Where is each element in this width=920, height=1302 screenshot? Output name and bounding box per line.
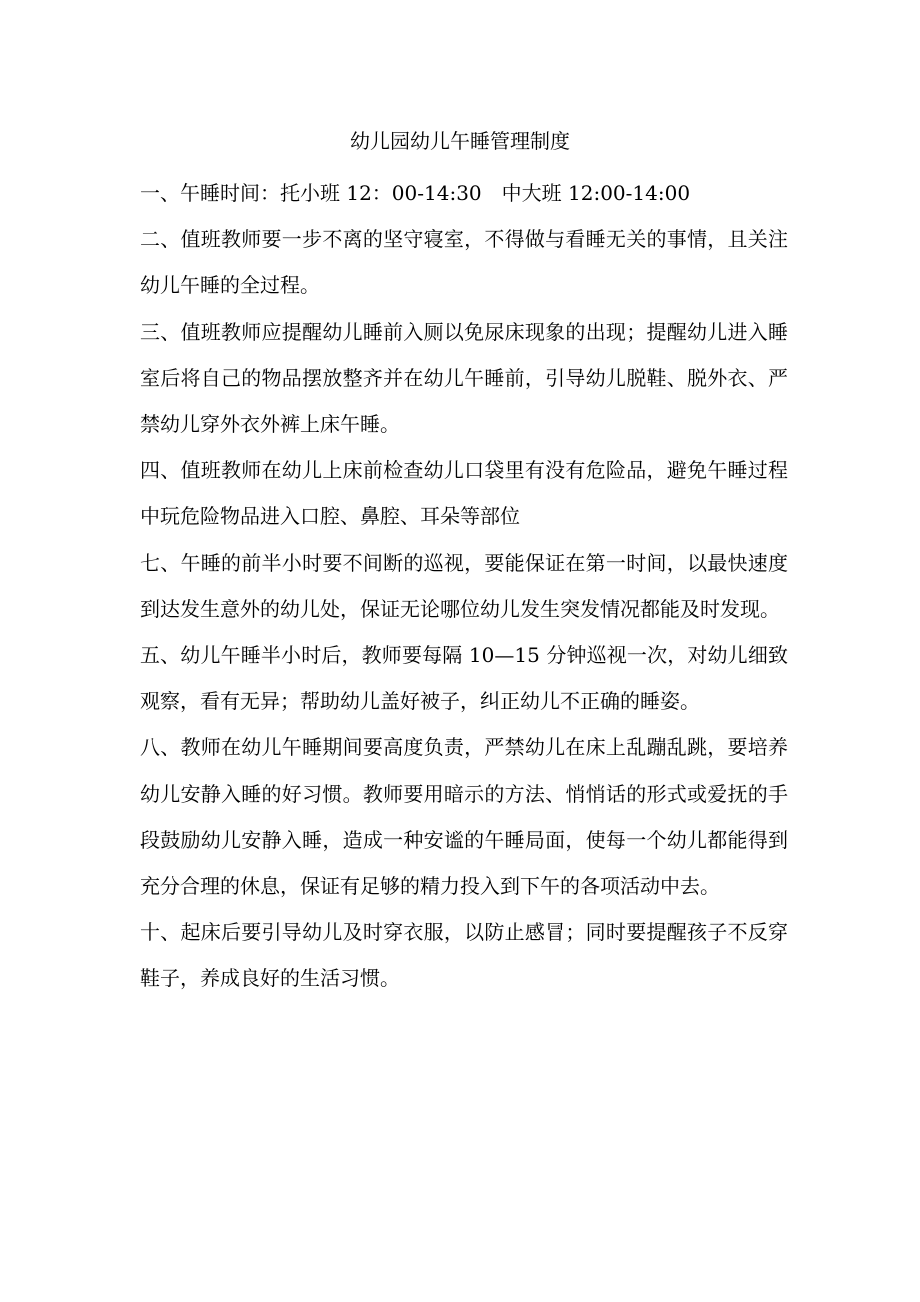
paragraph-first-half-hour-patrol: 七、午睡的前半小时要不间断的巡视，要能保证在第一时间，以最快速度到达发生意外的幼儿处，保证无论哪位幼儿发生突发情况都能及时发现。 xyxy=(140,550,788,621)
paragraph-wake-up: 十、起床后要引导幼儿及时穿衣服，以防止感冒；同时要提醒孩子不反穿鞋子，养成良好的生活习惯。 xyxy=(140,920,788,991)
paragraph-periodic-patrol: 五、幼儿午睡半小时后，教师要每隔 10—15 分钟巡视一次，对幼儿细致观察，看有无异；帮助幼儿盖好被子，纠正幼儿不正确的睡姿。 xyxy=(140,643,788,714)
paragraph-nap-time: 一、午睡时间：托小班 12：00-14:30 中大班 12:00-14:00 xyxy=(140,181,691,205)
paragraph-responsibility: 八、教师在幼儿午睡期间要高度负责，严禁幼儿在床上乱蹦乱跳，要培养幼儿安静入睡的好习惯。教师要用暗示的方法、悄悄话的形式或爱抚的手段鼓励幼儿安静入睡，造成一种安谧的午睡局面，使每一个幼儿都能得到充分合理的休息，保证有足够的精力投入到下午的各项活动中去。 xyxy=(140,735,788,899)
document-body xyxy=(140,170,788,1002)
paragraph-toilet-reminder: 三、值班教师应提醒幼儿睡前入厕以免尿床现象的出现；提醒幼儿进入睡室后将自己的物品摆放整齐并在幼儿午睡前，引导幼儿脱鞋、脱外衣、严禁幼儿穿外衣外裤上床午睡。 xyxy=(140,319,788,437)
paragraph-duty-teacher-stay: 二、值班教师要一步不离的坚守寝室，不得做与看睡无关的事情，且关注幼儿午睡的全过程。 xyxy=(140,227,788,298)
paragraph-pocket-check: 四、值班教师在幼儿上床前检查幼儿口袋里有没有危险品，避免午睡过程中玩危险物品进入口腔、鼻腔、耳朵等部位 xyxy=(140,458,788,529)
document-title: 幼儿园幼儿午睡管理制度 xyxy=(350,129,570,153)
